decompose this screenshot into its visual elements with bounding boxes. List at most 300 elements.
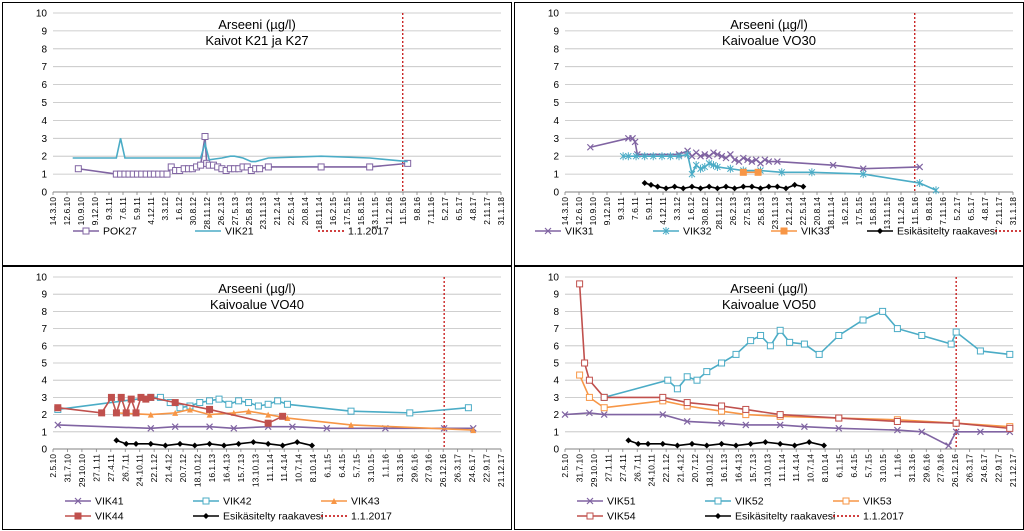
data-point [236,398,242,404]
legend-marker [203,498,209,504]
x-tick-label: 6.5.17 [454,197,464,221]
data-point [801,341,807,347]
data-point [732,185,738,191]
data-point [792,182,798,188]
x-tick-label: 21.2.14 [784,197,794,226]
data-point [787,339,793,345]
x-tick-label: 26.12.16 [950,454,961,488]
data-point [601,405,607,411]
x-tick-label: 4.8.17 [980,197,990,221]
x-tick-label: 3.3.12 [160,197,170,221]
data-point [465,405,471,411]
legend-label: VIK32 [683,225,712,238]
y-tick-label: 4 [553,115,559,127]
x-tick-label: 22.1.12 [661,454,672,483]
x-tick-label: 4.12.11 [658,197,668,225]
x-tick-label: 6.1.15 [834,454,845,478]
x-tick-label: 21.2.14 [272,197,282,226]
x-tick-label: 21.12.17 [496,454,506,488]
legend-item [705,496,764,508]
legend-label: Esikäsitelty raakavesi [897,225,998,238]
data-point [933,186,939,194]
legend-label: VIK54 [607,510,636,523]
data-point [123,441,129,447]
x-tick-label: 22.1.12 [149,454,160,483]
data-point [674,443,680,449]
data-point [577,372,583,378]
x-tick-label: 16.2.15 [328,197,338,226]
legend-label: 1.1.2017 [863,510,904,523]
data-point [318,164,324,170]
legend-item [65,511,124,523]
x-tick-label: 27.9.16 [423,454,434,483]
chart-panel-k21-k27 [2,2,512,266]
series-esikäsitelty-raakavesi [625,437,827,448]
x-tick-label: 31.1.18 [1008,197,1018,226]
x-tick-label: 20.7.12 [178,454,189,483]
x-tick-label: 5.2.17 [440,197,450,221]
data-point [309,443,315,449]
x-tick-label: 15.7.13 [747,454,758,483]
data-point [75,166,81,172]
series-line [565,413,1010,446]
x-tick-label: 13.11.15 [882,197,892,230]
data-point [719,360,725,366]
data-point [748,441,754,447]
x-tick-label: 5.7.15 [863,454,874,478]
data-point [280,443,286,449]
y-tick-label: 6 [553,80,559,92]
x-tick-label: 7.11.16 [938,197,948,225]
y-tick-label: 5 [553,98,559,109]
legend-item [65,496,124,508]
x-tick-label: 13.10.13 [250,454,261,488]
x-tick-label: 15.7.13 [235,454,246,483]
y-tick-label: 7 [41,62,47,74]
x-tick-label: 5.9.11 [132,197,142,221]
y-tick-label: 8 [41,44,47,56]
data-point [758,332,764,338]
x-tick-label: 14.3.10 [48,197,58,226]
data-point [642,180,648,186]
y-tick-label: 7 [553,62,559,74]
data-point [582,360,588,366]
legend-item [535,226,594,238]
legend-label: VIK21 [225,225,254,238]
data-point [723,184,729,190]
chart-title: Arseeni (µg/l) [730,17,808,32]
x-tick-label: 18.10.12 [192,454,203,488]
data-point [755,169,761,175]
y-tick-label: 10 [35,272,47,284]
y-tick-label: 10 [35,8,47,20]
y-tick-label: 1 [41,169,47,181]
data-point [1007,351,1013,357]
data-point [207,441,213,447]
x-tick-label: 9.12.10 [90,197,100,226]
x-tick-label: 25.8.13 [244,197,254,226]
legend-item [73,226,137,238]
x-tick-label: 5.2.17 [952,197,962,221]
legend-marker [83,228,89,234]
legend-label: VIK42 [223,495,252,508]
x-tick-label: 13.11.15 [370,197,380,230]
data-point [113,410,119,416]
data-point [777,327,783,333]
y-tick-label: 9 [41,289,47,301]
data-point [133,441,139,447]
x-tick-label: 11.4.14 [279,454,290,482]
y-tick-label: 8 [553,44,559,56]
data-point [236,441,242,447]
legend-marker [203,513,209,519]
data-point [704,443,710,449]
data-point [740,184,746,190]
data-point [284,401,290,407]
data-point [860,317,866,323]
series-esikäsitelty-raakavesi [113,437,315,448]
data-point [172,400,178,406]
data-point [275,398,281,404]
data-point [684,374,690,380]
x-tick-label: 16.1.13 [206,454,217,483]
x-tick-label: 11.1.14 [776,454,787,482]
legend-item [833,511,904,523]
data-point [1007,425,1013,431]
series-vik52 [601,308,1013,400]
data-point [836,332,842,338]
x-tick-label: 2.11.17 [482,197,492,225]
data-point [774,184,780,190]
data-point [953,329,959,335]
x-tick-label: 23.11.13 [258,197,268,230]
legend-marker [781,228,787,234]
data-point [894,326,900,332]
y-tick-label: 5 [553,358,559,370]
x-tick-label: 22.5.14 [798,197,808,226]
x-tick-label: 11.2.16 [384,197,394,225]
data-point [919,332,925,338]
data-point [123,410,129,416]
y-tick-label: 2 [41,410,47,422]
data-point [294,439,300,445]
x-tick-label: 11.4.14 [791,454,802,482]
x-tick-label: 26.7.11 [632,454,643,482]
x-tick-label: 29.10.10 [588,454,599,488]
x-tick-label: 31.1.18 [496,197,506,226]
series-esikäsitelty-raakavesi [642,180,807,191]
legend-label: VIK33 [801,225,830,238]
data-point [655,184,661,190]
x-tick-label: 24.6.17 [979,454,990,483]
x-tick-label: 26.3.17 [964,454,975,483]
data-point [265,441,271,447]
legend-item [577,496,636,508]
data-point [757,185,763,191]
x-tick-label: 2.5.10 [560,454,570,478]
y-tick-label: 3 [41,392,47,404]
data-point [663,185,669,191]
x-tick-label: 24.6.17 [467,454,478,483]
data-point [118,394,124,400]
data-point [706,184,712,190]
data-point [719,403,725,409]
legend-marker [715,498,721,504]
data-point [250,439,256,445]
x-tick-label: 7.11.16 [426,197,436,225]
x-tick-label: 24.10.11 [134,454,145,487]
legend-label: VIK41 [95,495,124,508]
data-point [207,398,213,404]
data-point [280,413,286,419]
x-tick-label: 22.9.17 [993,454,1004,483]
x-tick-label: 6.1.15 [322,454,333,478]
y-tick-label: 1 [41,427,47,439]
x-tick-label: 9.3.11 [104,197,114,221]
y-tick-label: 4 [553,375,559,387]
data-point [207,406,213,412]
legend-item [321,496,380,508]
x-tick-label: 31.7.10 [574,454,585,483]
x-tick-label: 10.9.10 [76,197,86,226]
x-tick-label: 25.8.13 [756,197,766,226]
series-pok27 [75,134,410,178]
x-tick-label: 20.8.14 [300,197,310,226]
x-tick-label: 17.5.15 [854,197,864,226]
x-tick-label: 8.10.14 [308,454,319,483]
data-point [645,441,651,447]
data-point [762,439,768,445]
y-tick-label: 9 [41,26,47,38]
x-tick-label: 23.11.13 [770,197,780,230]
data-point [133,410,139,416]
x-tick-label: 16.2.15 [840,197,850,226]
y-tick-label: 9 [553,26,559,38]
data-point [783,185,789,191]
x-tick-label: 11.1.14 [264,454,275,482]
y-tick-label: 1 [553,427,559,439]
data-point [733,351,739,357]
data-point [221,443,227,449]
legend-label: VIK53 [863,495,892,508]
y-tick-label: 9 [553,289,559,301]
chart-subtitle: Kaivot K21 ja K27 [205,33,309,48]
x-tick-label: 30.8.12 [700,197,710,226]
y-tick-label: 6 [553,341,559,353]
data-point [749,184,755,190]
x-tick-label: 4.8.17 [468,197,478,221]
data-point [748,338,754,344]
x-tick-label: 22.9.17 [481,454,492,483]
series-line [580,375,1010,427]
x-tick-label: 31.3.16 [906,454,917,483]
legend-label: 1.1.2017 [348,225,389,238]
x-tick-label: 20.8.14 [812,197,822,226]
data-point [665,377,671,383]
y-tick-label: 4 [41,115,47,127]
legend-label: VIK31 [565,225,594,238]
series-line [604,311,1010,397]
legend-item [321,511,392,523]
data-point [894,418,900,424]
data-point [367,164,373,170]
x-tick-label: 10.7.14 [805,454,816,483]
x-tick-label: 21.4.12 [675,454,686,483]
data-point [743,406,749,412]
x-tick-label: 1.1.16 [892,454,903,478]
legend-item [193,511,323,523]
x-tick-label: 1.6.12 [686,197,696,221]
x-tick-label: 27.5.13 [230,197,240,226]
data-point [148,441,154,447]
legend-item [653,226,712,238]
data-point [689,184,695,190]
y-tick-label: 10 [547,8,559,20]
x-tick-label: 27.1.11 [603,454,614,482]
x-tick-label: 9.12.10 [602,197,612,226]
x-tick-label: 14.3.10 [560,197,570,226]
data-point [816,351,822,357]
data-point [625,437,631,443]
y-tick-label: 2 [553,410,559,422]
y-tick-label: 0 [553,444,559,456]
x-tick-label: 5.9.11 [644,197,654,221]
y-tick-label: 0 [41,444,47,456]
data-point [714,185,720,191]
x-tick-label: 10.9.10 [588,197,598,226]
x-tick-label: 3.3.12 [672,197,682,221]
data-point [246,400,252,406]
x-tick-label: 4.12.11 [146,197,156,225]
data-point [719,441,725,447]
x-tick-label: 3.10.15 [365,454,376,483]
y-tick-label: 3 [41,133,47,145]
data-point [257,166,263,172]
x-tick-label: 27.5.13 [742,197,752,226]
x-tick-label: 22.5.14 [286,197,296,226]
data-point [693,161,699,169]
x-tick-label: 9.8.16 [924,197,934,221]
x-tick-label: 30.8.12 [188,197,198,226]
data-point [216,396,222,402]
chart-panel-vo30 [514,2,1024,266]
data-point [672,184,678,190]
x-tick-label: 27.1.11 [91,454,102,482]
x-tick-label: 11.5.16 [910,197,920,225]
legend-label: 1.1.2017 [351,510,392,523]
x-tick-label: 10.7.14 [293,454,304,483]
data-point [946,443,952,449]
x-tick-label: 31.7.10 [62,454,73,483]
x-tick-label: 15.8.15 [868,197,878,226]
data-point [792,443,798,449]
data-point [226,401,232,407]
data-point [348,408,354,414]
data-point [694,377,700,383]
data-point [821,443,827,449]
data-point [586,394,592,400]
data-point [698,185,704,191]
series-line [73,138,408,161]
data-point [586,377,592,383]
data-point [162,443,168,449]
data-point [836,415,842,421]
x-tick-label: 28.11.12 [714,197,724,230]
x-tick-label: 15.8.15 [356,197,366,226]
y-tick-label: 8 [41,306,47,318]
series-vik21 [73,138,408,161]
y-tick-label: 0 [553,187,559,199]
x-tick-label: 29.10.10 [76,454,87,488]
y-tick-label: 7 [41,324,47,336]
x-tick-label: 28.11.12 [202,197,212,230]
x-tick-label: 5.7.15 [351,454,362,478]
y-tick-label: 4 [41,375,47,387]
data-point [953,420,959,426]
legend-label: VIK43 [351,495,380,508]
legend-item [318,226,389,238]
legend-item [577,511,636,523]
y-tick-label: 3 [553,392,559,404]
legend-marker [843,498,849,504]
x-tick-label: 29.6.16 [921,454,932,483]
legend-item [193,496,252,508]
data-point [108,394,114,400]
data-point [255,403,261,409]
legend-label: POK27 [103,225,137,238]
data-point [689,441,695,447]
legend-marker [75,513,81,519]
data-point [55,405,61,411]
data-point [800,184,806,190]
x-tick-label: 18.11.14 [314,197,324,230]
x-tick-label: 7.6.11 [630,197,640,221]
data-point [128,396,134,402]
legend-label: VIK52 [735,495,764,508]
legend-item [833,496,892,508]
x-tick-label: 13.10.13 [762,454,773,488]
x-tick-label: 9.8.16 [412,197,422,221]
x-tick-label: 16.4.13 [733,454,744,483]
chart-subtitle: Kaivoalue VO40 [210,297,304,312]
data-point [635,441,641,447]
y-tick-label: 5 [41,98,47,109]
data-point [777,441,783,447]
data-point [648,182,654,188]
y-tick-label: 2 [41,151,47,163]
x-tick-label: 26.2.13 [216,197,226,226]
data-point [148,394,154,400]
data-point [99,410,105,416]
data-point [767,343,773,349]
x-tick-label: 11.2.16 [896,197,906,225]
chart-subtitle: Kaivoalue VO50 [722,297,816,312]
x-tick-label: 9.3.11 [616,197,626,221]
y-tick-label: 0 [41,187,47,199]
x-tick-label: 2.5.10 [48,454,58,478]
data-point [202,134,208,140]
x-tick-label: 26.12.16 [438,454,449,488]
data-point [680,185,686,191]
x-tick-label: 17.5.15 [342,197,352,226]
legend-marker [715,513,721,519]
x-tick-label: 3.10.15 [877,454,888,483]
chart-title: Arseeni (µg/l) [730,281,808,296]
x-tick-label: 26.7.11 [120,454,131,482]
y-tick-label: 6 [41,80,47,92]
data-point [177,441,183,447]
data-point [164,171,170,177]
